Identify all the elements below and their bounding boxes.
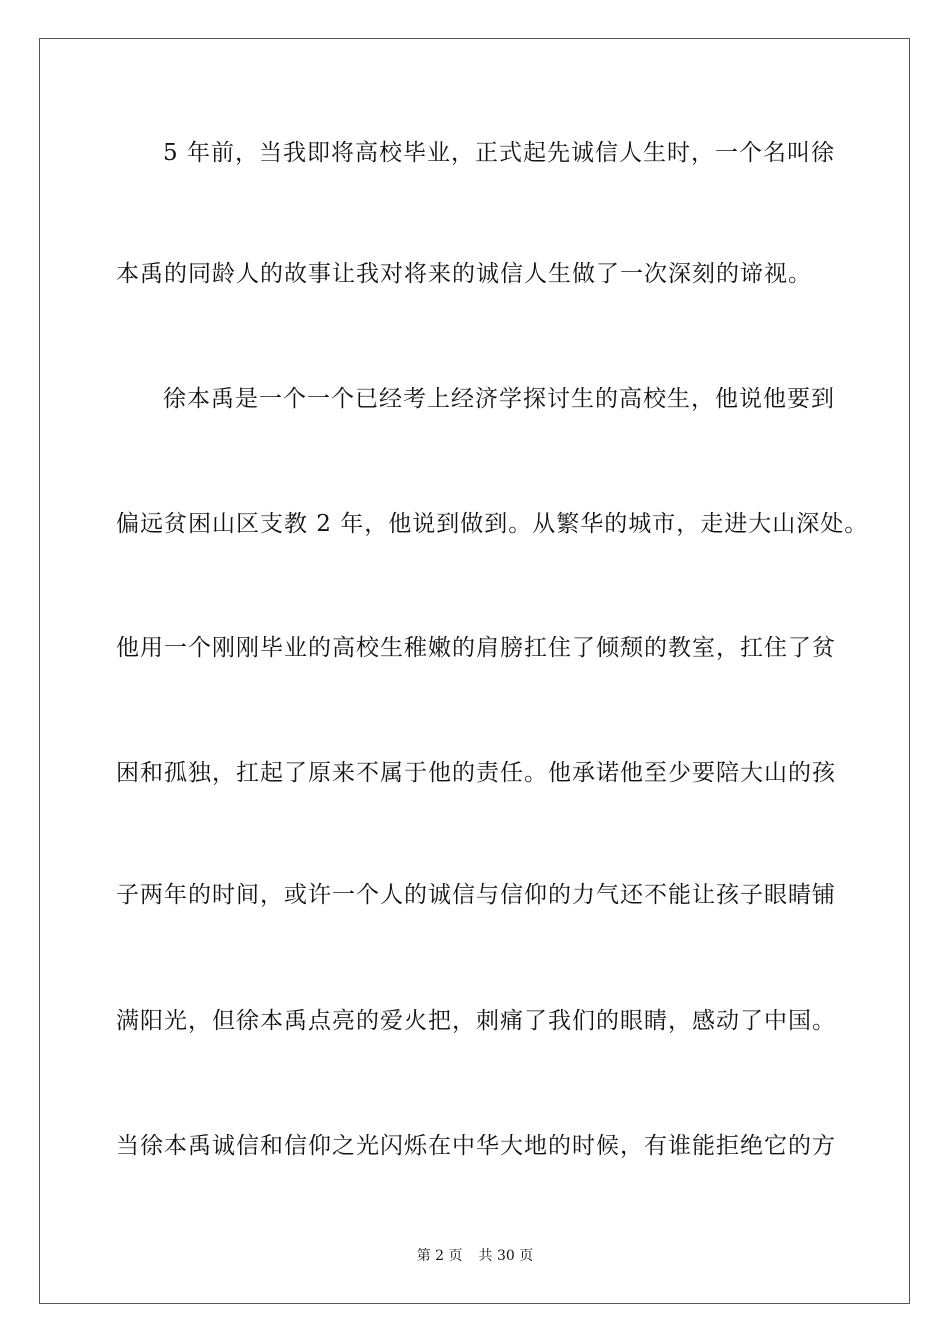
page-number: 第 2 页: [416, 1248, 463, 1264]
text-line-9: 当徐本禹诚信和信仰之光闪烁在中华大地的时候，有谁能拒绝它的方: [116, 1133, 836, 1159]
text-line-4: 偏远贫困山区支教 2 年，他说到做到。从繁华的城市，走进大山深处。: [116, 511, 869, 537]
page-border: [39, 38, 910, 1304]
text-line-5: 他用一个刚刚毕业的高校生稚嫩的肩膀扛住了倾颓的教室，扛住了贫: [116, 635, 836, 661]
text-line-1: 5 年前，当我即将高校毕业，正式起先诚信人生时，一个名叫徐: [163, 140, 835, 166]
text-line-8: 满阳光，但徐本禹点亮的爱火把，刺痛了我们的眼睛，感动了中国。: [116, 1008, 836, 1034]
text-line-7: 子两年的时间，或许一个人的诚信与信仰的力气还不能让孩子眼睛铺: [116, 882, 836, 908]
total-pages: 共 30 页: [478, 1248, 534, 1264]
text-line-6: 困和孤独，扛起了原来不属于他的责任。他承诺他至少要陪大山的孩: [116, 760, 836, 786]
text-line-2: 本禹的同龄人的故事让我对将来的诚信人生做了一次深刻的谛视。: [116, 261, 812, 287]
text-line-3: 徐本禹是一个一个已经考上经济学探讨生的高校生，他说他要到: [163, 386, 835, 412]
page-footer: [0, 1247, 950, 1265]
